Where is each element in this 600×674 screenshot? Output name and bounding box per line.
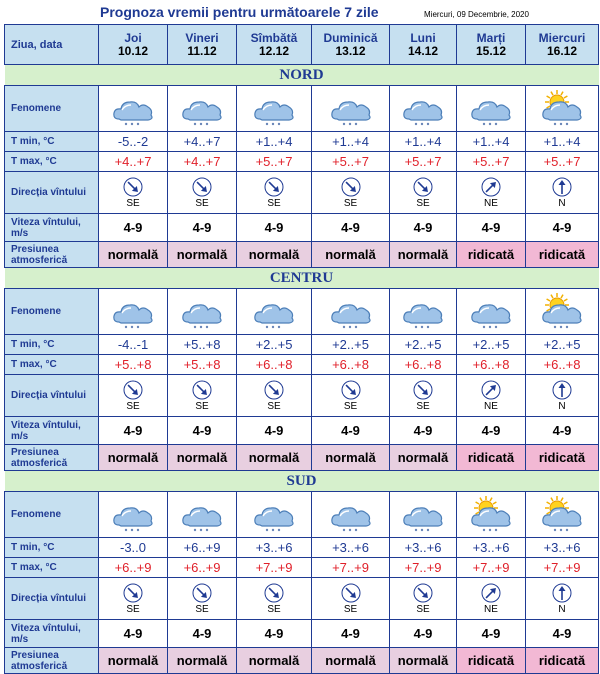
day-name: Luni [410,30,436,45]
tmax-cell: +7..+9 [457,558,526,578]
tmax-cell: +6..+8 [312,355,390,375]
tmax-cell: +5..+7 [390,152,457,172]
wind-cell [390,375,457,417]
pressure-cell: normală [312,648,390,674]
wind-cell [390,172,457,214]
wind-cell [526,172,599,214]
day-header [457,25,526,65]
wind-arrow-icon [413,583,433,603]
wind-arrow-icon [123,177,143,197]
wind-direction: SE [126,604,140,615]
tmin-cell: +3..+6 [237,538,312,558]
row-wind-speed [5,620,599,648]
wind-arrow-icon [341,177,361,197]
weather-cell [526,492,599,538]
row-label-tmin: T min, °C [5,335,99,355]
cloud-snow-icon [468,293,514,331]
wind-cell [237,375,312,417]
row-tmin [5,335,599,355]
cloud-snow-icon [251,496,297,534]
region-title: NORD [5,65,599,86]
weather-cell [457,492,526,538]
wind-arrow-icon [552,380,572,400]
pressure-cell: normală [168,648,237,674]
weather-cell [457,289,526,335]
wind-cell [526,578,599,620]
day-date: 12.12 [258,43,290,58]
cloud-snow-icon [328,293,374,331]
pressure-cell: normală [312,445,390,471]
tmax-cell: +4..+7 [99,152,168,172]
tmin-cell: +6..+9 [168,538,237,558]
cloud-snow-icon [400,496,446,534]
tmax-cell: +5..+8 [99,355,168,375]
wind-direction: SE [416,604,430,615]
wind-direction: N [558,604,566,615]
day-date: 11.12 [187,43,217,58]
wind-direction: SE [267,401,281,412]
wind-direction: NE [484,401,498,412]
pressure-cell: normală [99,242,168,268]
wind-cell [457,375,526,417]
wind-arrow-icon [192,380,212,400]
day-name: Marți [476,30,506,45]
pressure-cell: normală [99,648,168,674]
day-name: Sîmbătă [250,30,298,45]
wind-speed-cell: 4-9 [312,620,390,648]
day-date: 15.12 [475,43,507,58]
region-row [5,471,599,492]
row-label-wind-speed: Viteza vîntului, m/s [5,214,99,242]
wind-speed-cell: 4-9 [526,214,599,242]
tmin-cell: +1..+4 [312,132,390,152]
wind-direction: SE [126,198,140,209]
wind-arrow-icon [552,583,572,603]
wind-arrow-icon [413,177,433,197]
wind-arrow-icon [123,583,143,603]
wind-speed-cell: 4-9 [99,620,168,648]
day-date: 13.12 [335,43,366,58]
pressure-cell: normală [390,648,457,674]
tmax-cell: +6..+9 [168,558,237,578]
weather-cell [99,289,168,335]
wind-cell [168,375,237,417]
row-tmin [5,132,599,152]
weather-cell [457,86,526,132]
day-header [237,25,312,65]
weather-cell [168,289,237,335]
day-name: Joi [124,30,142,45]
pressure-cell: ridicată [526,445,599,471]
tmax-cell: +5..+8 [168,355,237,375]
pressure-cell: normală [237,445,312,471]
sun-cloud-icon [539,293,585,331]
weather-cell [99,492,168,538]
wind-cell [237,172,312,214]
wind-direction: SE [343,198,358,209]
tmin-cell: +3..+6 [390,538,457,558]
wind-direction: SE [343,401,358,412]
forecast-table [4,24,599,674]
row-label-pressure: Presiunea atmosferică [5,445,99,471]
wind-direction: N [558,198,566,209]
day-header [390,25,457,65]
cloud-snow-icon [400,90,446,128]
row-wind-dir [5,578,599,620]
tmin-cell: -4..-1 [99,335,168,355]
wind-cell [168,578,237,620]
wind-arrow-icon [264,380,284,400]
tmin-cell: +1..+4 [237,132,312,152]
wind-direction: NE [484,198,498,209]
wind-speed-cell: 4-9 [99,214,168,242]
pressure-cell: ridicată [457,648,526,674]
day-date: 14.12 [407,43,439,58]
row-label-wind-dir: Direcția vîntului [5,578,99,620]
tmin-cell: +2..+5 [526,335,599,355]
row-tmax [5,558,599,578]
header-label: Ziua, data [5,25,99,65]
wind-arrow-icon [192,583,212,603]
wind-arrow-icon [123,380,143,400]
page-title: Prognoza vremii pentru următoarele 7 zile [100,4,379,20]
row-label-tmin: T min, °C [5,132,99,152]
tmin-cell: +3..+6 [526,538,599,558]
wind-speed-cell: 4-9 [457,620,526,648]
wind-arrow-icon [552,177,572,197]
cloud-snow-icon [251,293,297,331]
tmin-cell: +2..+5 [237,335,312,355]
wind-speed-cell: 4-9 [526,620,599,648]
wind-direction: SE [267,604,281,615]
row-tmin [5,538,599,558]
pressure-cell: normală [168,445,237,471]
pressure-cell: normală [237,242,312,268]
pressure-cell: normală [312,242,390,268]
row-pressure [5,648,599,674]
wind-cell [457,172,526,214]
region-row [5,268,599,289]
wind-cell [99,172,168,214]
wind-direction: N [558,401,566,412]
wind-direction: SE [267,198,281,209]
tmin-cell: +4..+7 [168,132,237,152]
wind-speed-cell: 4-9 [237,620,312,648]
row-tmax [5,152,599,172]
cloud-snow-icon [110,90,156,128]
day-header [168,25,237,65]
tmax-cell: +7..+9 [390,558,457,578]
pressure-cell: normală [99,445,168,471]
row-label-wind-dir: Direcția vîntului [5,375,99,417]
row-wind-dir [5,172,599,214]
day-date: 10.12 [117,43,149,58]
weather-cell [168,492,237,538]
wind-cell [526,375,599,417]
tmax-cell: +5..+7 [457,152,526,172]
header-row [5,25,599,65]
wind-cell [312,172,390,214]
wind-speed-cell: 4-9 [390,214,457,242]
row-label-tmax: T max, °C [5,355,99,375]
day-header [312,25,390,65]
cloud-snow-icon [468,90,514,128]
pressure-cell: normală [237,648,312,674]
day-name: Vineri [185,30,219,45]
cloud-snow-icon [179,90,225,128]
day-header [526,25,599,65]
wind-speed-cell: 4-9 [168,214,237,242]
cloud-snow-icon [179,496,225,534]
day-name: Duminică [323,30,378,45]
day-date: 16.12 [546,43,578,58]
row-label-tmax: T max, °C [5,558,99,578]
tmax-cell: +6..+8 [390,355,457,375]
cloud-snow-icon [328,90,374,128]
row-label-pressure: Presiunea atmosferică [5,648,99,674]
sun-cloud-icon [539,496,585,534]
row-label-wind-speed: Viteza vîntului, m/s [5,620,99,648]
tmin-cell: +2..+5 [312,335,390,355]
wind-direction: SE [195,401,209,412]
cloud-snow-icon [179,293,225,331]
tmin-cell: +1..+4 [457,132,526,152]
tmax-cell: +6..+8 [526,355,599,375]
pressure-cell: normală [168,242,237,268]
weather-cell [390,289,457,335]
pressure-cell: ridicată [526,242,599,268]
weather-cell [526,86,599,132]
cloud-snow-icon [110,293,156,331]
wind-direction: SE [126,401,140,412]
tmax-cell: +7..+9 [526,558,599,578]
weather-cell [237,289,312,335]
wind-cell [99,375,168,417]
tmax-cell: +6..+8 [457,355,526,375]
wind-speed-cell: 4-9 [390,620,457,648]
row-wind-speed [5,417,599,445]
wind-cell [312,578,390,620]
weather-cell [312,492,390,538]
tmin-cell: -5..-2 [99,132,168,152]
tmin-cell: +1..+4 [526,132,599,152]
region-row [5,65,599,86]
wind-speed-cell: 4-9 [168,620,237,648]
wind-arrow-icon [192,177,212,197]
wind-direction: SE [416,198,430,209]
weather-cell [526,289,599,335]
row-label-tmax: T max, °C [5,152,99,172]
row-fenomene [5,492,599,538]
row-label-fenomene: Fenomene [5,86,99,132]
wind-direction: NE [484,604,498,615]
weather-cell [390,86,457,132]
wind-arrow-icon [341,583,361,603]
weather-cell [390,492,457,538]
weather-cell [237,86,312,132]
tmin-cell: -3..0 [99,538,168,558]
wind-cell [237,578,312,620]
sun-cloud-icon [468,496,514,534]
tmax-cell: +7..+9 [237,558,312,578]
tmax-cell: +5..+7 [526,152,599,172]
tmin-cell: +1..+4 [390,132,457,152]
wind-speed-cell: 4-9 [237,214,312,242]
tmax-cell: +4..+7 [168,152,237,172]
weather-cell [99,86,168,132]
wind-speed-cell: 4-9 [237,417,312,445]
row-label-wind-dir: Direcția vîntului [5,172,99,214]
tmin-cell: +2..+5 [457,335,526,355]
wind-cell [168,172,237,214]
wind-arrow-icon [481,380,501,400]
wind-direction: SE [416,401,430,412]
cloud-snow-icon [328,496,374,534]
wind-speed-cell: 4-9 [457,214,526,242]
wind-speed-cell: 4-9 [168,417,237,445]
wind-cell [390,578,457,620]
tmax-cell: +7..+9 [312,558,390,578]
day-name: Miercuri [538,30,586,45]
tmin-cell: +3..+6 [312,538,390,558]
weather-cell [312,289,390,335]
wind-cell [312,375,390,417]
cloud-snow-icon [400,293,446,331]
cloud-snow-icon [110,496,156,534]
pressure-cell: ridicată [457,445,526,471]
row-pressure [5,242,599,268]
wind-arrow-icon [413,380,433,400]
row-fenomene [5,289,599,335]
row-pressure [5,445,599,471]
row-fenomene [5,86,599,132]
region-title: CENTRU [5,268,599,289]
tmin-cell: +3..+6 [457,538,526,558]
row-label-tmin: T min, °C [5,538,99,558]
wind-arrow-icon [481,177,501,197]
tmax-cell: +6..+8 [237,355,312,375]
wind-cell [457,578,526,620]
pressure-cell: ridicată [526,648,599,674]
pressure-cell: ridicată [457,242,526,268]
wind-speed-cell: 4-9 [457,417,526,445]
wind-speed-cell: 4-9 [526,417,599,445]
issue-date: Miercuri, 09 Decembrie, 2020 [424,10,529,19]
sun-cloud-icon [539,90,585,128]
wind-direction: SE [343,604,358,615]
wind-cell [99,578,168,620]
row-wind-speed [5,214,599,242]
pressure-cell: normală [390,445,457,471]
region-title: SUD [5,471,599,492]
tmin-cell: +2..+5 [390,335,457,355]
row-label-fenomene: Fenomene [5,289,99,335]
day-header [99,25,168,65]
wind-arrow-icon [264,583,284,603]
wind-arrow-icon [341,380,361,400]
wind-arrow-icon [264,177,284,197]
row-wind-dir [5,375,599,417]
wind-direction: SE [195,604,209,615]
cloud-snow-icon [251,90,297,128]
wind-direction: SE [195,198,209,209]
wind-speed-cell: 4-9 [99,417,168,445]
tmax-cell: +5..+7 [312,152,390,172]
row-label-wind-speed: Viteza vîntului, m/s [5,417,99,445]
tmax-cell: +5..+7 [237,152,312,172]
pressure-cell: normală [390,242,457,268]
row-tmax [5,355,599,375]
weather-cell [168,86,237,132]
wind-speed-cell: 4-9 [390,417,457,445]
tmin-cell: +5..+8 [168,335,237,355]
weather-cell [237,492,312,538]
wind-arrow-icon [481,583,501,603]
wind-speed-cell: 4-9 [312,214,390,242]
tmax-cell: +6..+9 [99,558,168,578]
wind-speed-cell: 4-9 [312,417,390,445]
weather-cell [312,86,390,132]
row-label-fenomene: Fenomene [5,492,99,538]
row-label-pressure: Presiunea atmosferică [5,242,99,268]
